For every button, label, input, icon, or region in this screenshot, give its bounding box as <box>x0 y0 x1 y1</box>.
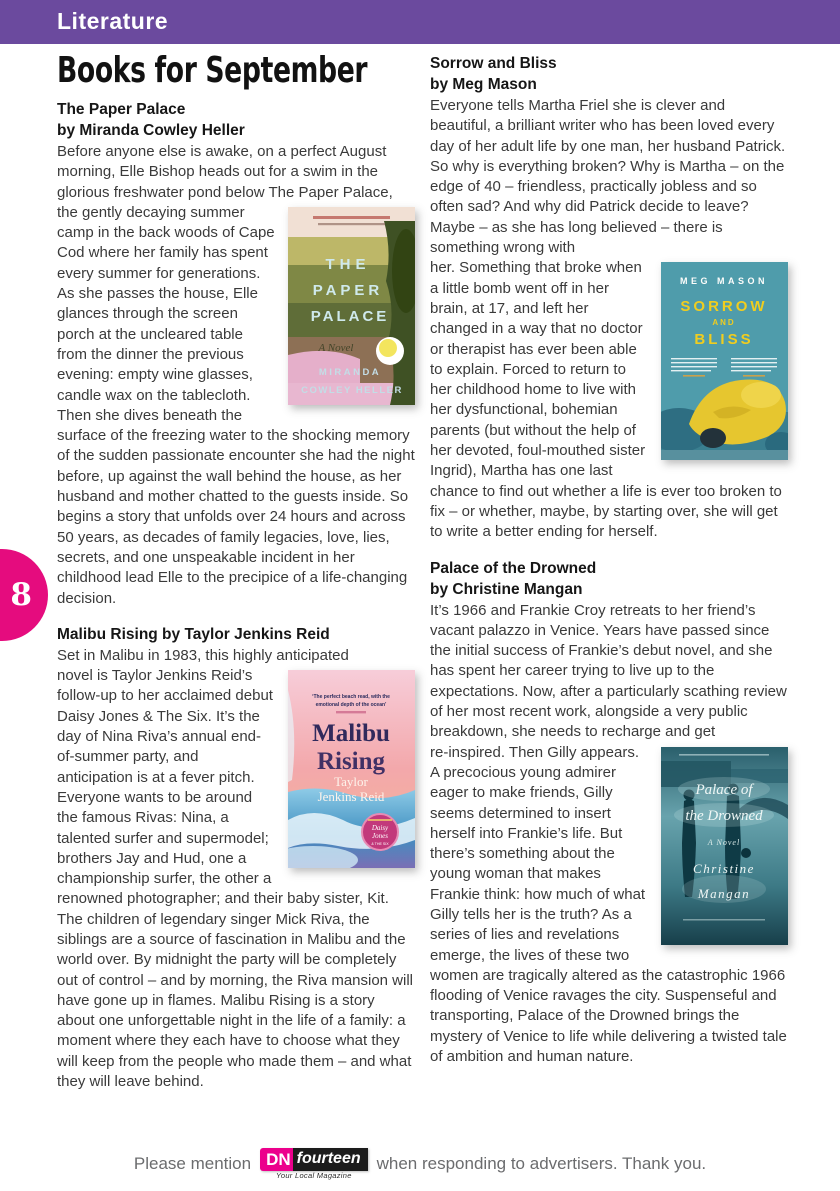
review-heading <box>430 558 788 600</box>
review-paper-palace <box>57 99 415 609</box>
book-cover-palace-of-the-drowned <box>661 747 788 945</box>
review-body-text: her. Something that broke when a little bomb went off in her brain, at 17, and left her changed in a way that no doctor or therapist has ever been able to explain. Forced to return to her childhood home to live with her dysfunctional, bohemian parents (but without the help of her devoted, foul-mouthed sister Ingrid), Martha has one last chance to find out whether a life is ever too broken to fix – or whether, maybe, by starting over, she will get to write a better ending for herself. <box>430 259 782 541</box>
cover-author-line: Mangan <box>697 885 751 901</box>
review-heading-line: by Christine Mangan <box>430 580 583 598</box>
review-body <box>430 258 788 542</box>
review-body <box>430 743 788 1068</box>
dn-fourteen-logo <box>260 1148 368 1180</box>
footer-text-after: when responding to advertisers. Thank you. <box>376 1154 707 1173</box>
review-body <box>57 666 415 1092</box>
cover-title-line: Malibu <box>312 720 390 748</box>
badge-text-line: Daisy <box>371 824 389 833</box>
review-body-text: the gently decaying summer camp in the back woods of Cape Cod where her family has spent every summer for generations. As she passes the house, Elle glances through the screen porch at the uncleared table from the dinner the previous evening: empty wine glasses, candle wax on the tablecloth. Then she dives beneath the surface of the freezing water to the shocking memory of the sudden passionate encounter she had the night before, up against the wall behind the house, as her husband and mother chatted to the guests inside. So begins a story that unfolds over 24 hours and across 50 years, as decades of family legacies, love, lies, secrets, and one unspeakable incident in her childhood lead Elle to the precipice of a life-changing decision. <box>57 203 415 607</box>
review-body-text: re-inspired. Then Gilly appears. A precocious young admirer eager to make friends, Gilly seems determined to insert herself into Frankie’s life. But there’s something about the young woman that makes Frankie think: how much of what Gilly tells her is the truth? As a series of lies and revelations emerge, the lives of these two women are tragically altered as the catastrophic 1966 flooding of Venice ravages the city. Suspenseful and transporting, Palace of the Drowned brings the mystery of Venice to life while delivering a twisted tale of ambition and human nature. <box>430 743 787 1066</box>
book-cover-paper-palace <box>288 207 415 405</box>
review-body <box>57 203 415 609</box>
cover-author-line: Jenkins Reid <box>317 789 385 805</box>
review-heading-line: The Paper Palace <box>57 101 186 118</box>
review-heading <box>57 99 415 141</box>
cover-title-line: the Drowned <box>685 807 763 824</box>
cover-title-line: THE <box>325 255 371 273</box>
cover-title-line: AND <box>712 318 736 328</box>
review-heading-line: Sorrow and Bliss <box>430 55 557 72</box>
book-cover-sorrow-and-bliss <box>661 262 788 460</box>
logo-tagline: Your Local Magazine <box>275 1171 352 1181</box>
paper-palace-cover-art <box>288 207 415 405</box>
review-malibu-rising <box>57 624 415 1093</box>
review-body-intro: Before anyone else is awake, on a perfect August morning, Elle Bishop heads out for a swim in the glorious freshwater pond below The Paper Palace, <box>57 143 393 201</box>
footer-text-before: Please mention <box>133 1154 252 1173</box>
cover-novel-label: A Novel <box>707 837 741 847</box>
review-heading-line: Malibu Rising by Taylor Jenkins Reid <box>57 625 330 643</box>
cover-author: MEG MASON <box>679 276 769 287</box>
cover-title-line: SORROW <box>680 298 768 316</box>
logo-dn-mark: DN <box>260 1148 293 1171</box>
review-body-intro: It’s 1966 and Frankie Croy retreats to her friend’s vacant palazzo in Venice. Years have passed since the initial success of Frankie’s debut novel, and she has spent her career trying to live up to the expectations. Now, after a particularly scathing review of her most recent work, alongside a very public breakdown, she needs to recharge and get <box>430 601 787 741</box>
left-column <box>57 99 415 1092</box>
review-heading <box>57 624 415 645</box>
cover-author-line: COWLEY HELLER <box>301 384 403 396</box>
review-palace-of-the-drowned <box>430 558 788 1068</box>
cover-quote-line: ‘The perfect beach read, with the <box>312 694 390 701</box>
review-sorrow-and-bliss <box>430 53 788 543</box>
review-body-intro: Set in Malibu in 1983, this highly anticipated <box>57 646 349 664</box>
sorrow-and-bliss-cover-art <box>661 262 788 460</box>
cover-author-line: Christine <box>693 860 755 876</box>
cover-title-line: PAPER <box>312 281 384 299</box>
section-label: Literature <box>57 8 169 34</box>
cover-quote-line: emotional depth of the ocean’ <box>315 702 387 709</box>
cover-novel-label: A Novel <box>318 341 354 354</box>
book-cover-malibu-rising <box>288 670 415 868</box>
right-column <box>430 53 788 1067</box>
cover-author-line: MIRANDA <box>318 366 382 378</box>
quote-attribution-microtext <box>318 223 385 225</box>
cover-author-line: Taylor <box>334 774 368 790</box>
cover-title-line: Rising <box>316 748 386 776</box>
logo-fourteen-mark: fourteen <box>293 1148 368 1171</box>
badge-text-line: Jones <box>372 832 388 841</box>
quote-attribution-microtext <box>336 711 366 713</box>
badge-text-line: & THE SIX <box>371 842 389 847</box>
review-heading-line: Palace of the Drowned <box>430 559 597 577</box>
cover-title-line: BLISS <box>694 331 754 349</box>
cover-title-line: PALACE <box>310 307 390 325</box>
review-body-text: novel is Taylor Jenkins Reid’s follow-up to her acclaimed debut Daisy Jones & The Six. It’s the day of Nina Riva’s annual end-of-summer party, and anticipation is at a fever pitch. Everyone wants to be around the famous Rivas: Nina, a talented surfer and supermodel; brothers Jay and Hud, one a championship surfer, the other a renowned photographer; and their baby sister, Kit. The children of legendary singer Mick Riva, the siblings are a source of fascination in Malibu and the world over. By midnight the party will be completely out of control – and by morning, the Riva mansion will have gone up in flames. Malibu Rising is a story about one unforgettable night in the life of a family: a moment where they each have to choose what they will keep from the people who made them – and what they will leave behind. <box>57 667 414 1091</box>
review-heading <box>430 53 788 95</box>
top-microtext <box>679 754 769 756</box>
quote-microtext <box>313 216 390 219</box>
page-number-badge <box>0 549 48 641</box>
review-heading-line: by Meg Mason <box>430 76 537 93</box>
review-body-intro: Everyone tells Martha Friel she is clever and beautiful, a brilliant writer who has been loved every day of her adult life by one man, her husband Patrick. So why is everything broken? Why is Martha – on the edge of 40 – friendless, practically jobless and so often sad? And why did Patrick decide to leave? Maybe – as she has long believed – there is something wrong with <box>430 97 786 257</box>
page-title: Books for September <box>57 50 368 91</box>
cover-title-line: Palace of <box>695 781 753 798</box>
page-number: 8 <box>10 577 32 613</box>
malibu-rising-cover-art <box>288 670 415 868</box>
review-heading-line: by Miranda Cowley Heller <box>57 122 245 139</box>
palace-of-the-drowned-cover-art <box>661 747 788 945</box>
footer <box>0 1143 840 1185</box>
dn-fourteen-logo-row <box>260 1148 368 1171</box>
bottom-microtext <box>683 919 765 921</box>
